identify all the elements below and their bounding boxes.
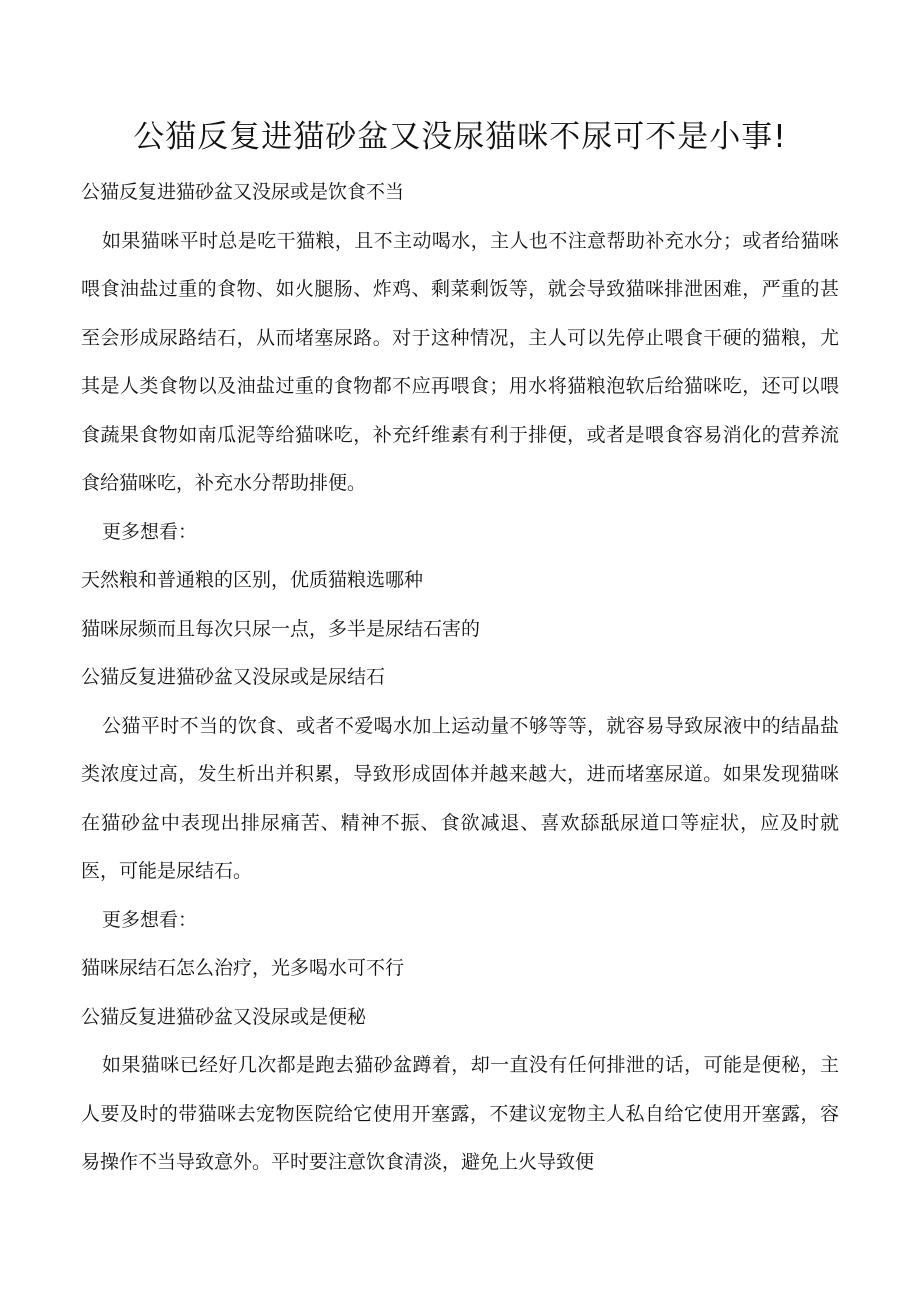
related-link-stone-treatment[interactable]: 猫咪尿结石怎么治疗，光多喝水可不行 xyxy=(81,957,405,979)
article-title: 公猫反复进猫砂盆又没尿猫咪不尿可不是小事! xyxy=(133,119,787,155)
paragraph-constipation: 如果猫咪已经好几次都是跑去猫砂盆蹲着，却一直没有任何排泄的话，可能是便秘，主人要及时的带猫咪去宠物医院给它使用开塞露，不建议宠物主人私自给它使用开塞露，容易操作不当导致意外。平时要注意饮食清淡，避免上火导致便 xyxy=(81,1054,839,1173)
related-link-cat-food[interactable]: 天然粮和普通粮的区别，优质猫粮选哪种 xyxy=(81,569,424,591)
section-heading-constipation: 公猫反复进猫砂盆又没尿或是便秘 xyxy=(81,1005,367,1028)
article-body xyxy=(81,168,839,1187)
more-to-read-label: 更多想看： xyxy=(102,908,198,931)
more-to-read-label: 更多想看： xyxy=(102,520,198,543)
paragraph-stones: 公猫平时不当的饮食、或者不爱喝水加上运动量不够等等，就容易导致尿液中的结晶盐类浓度过高，发生析出并积累，导致形成固体并越来越大，进而堵塞尿道。如果发现猫咪在猫砂盆中表现出排尿痛苦、精神不振、食欲减退、喜欢舔舐尿道口等症状，应及时就医，可能是尿结石。 xyxy=(81,714,839,882)
section-heading-stones: 公猫反复进猫砂盆又没尿或是尿结石 xyxy=(81,666,386,688)
paragraph-diet: 如果猫咪平时总是吃干猫粮，且不主动喝水，主人也不注意帮助补充水分；或者给猫咪喂食油盐过重的食物、如火腿肠、炸鸡、剩菜剩饭等，就会导致猫咪排泄困难，严重的甚至会形成尿路结石，从而堵塞尿路。对于这种情况，主人可以先停止喂食干硬的猫粮，尤其是人类食物以及油盐过重的食物都不应再喂食；用水将猫粮泡软后给猫咪吃，还可以喂食蔬果食物如南瓜泥等给猫咪吃，补充纤维素有利于排便，或者是喂食容易消化的营养流食给猫咪吃，补充水分帮助排便。 xyxy=(81,229,839,494)
related-link-frequent-urination[interactable]: 猫咪尿频而且每次只尿一点，多半是尿结石害的 xyxy=(81,617,481,640)
section-heading-diet: 公猫反复进猫砂盆又没尿或是饮食不当 xyxy=(81,181,405,203)
